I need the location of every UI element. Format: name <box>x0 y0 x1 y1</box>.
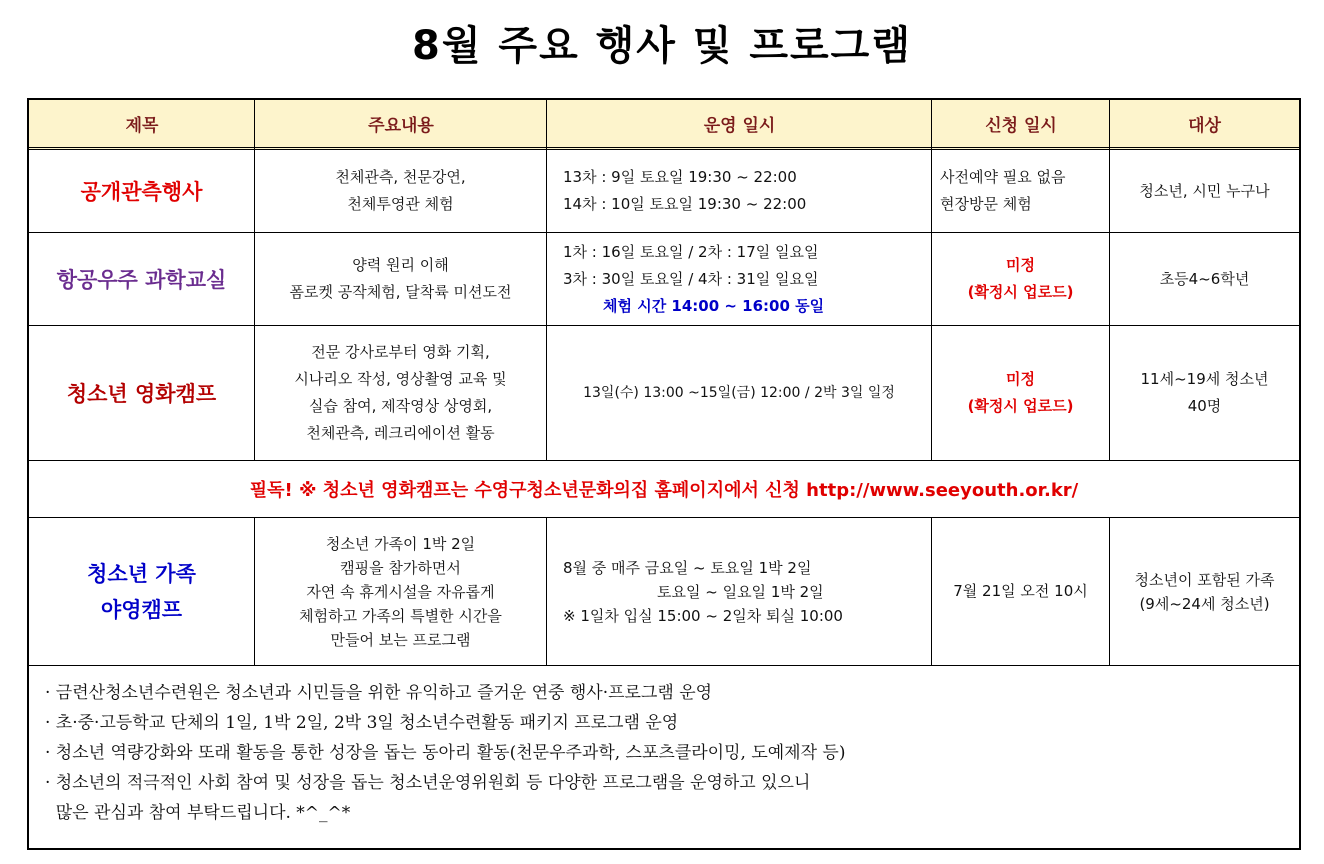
header-content: 주요내용 <box>368 116 434 136</box>
bullet-item: 많은 관심과 참여 부탁드립니다. *^_^* <box>45 803 351 823</box>
header-schedule: 운영 일시 <box>703 116 776 136</box>
row-4-target: 청소년이 포함된 가족 (9세~24세 청소년) <box>1134 570 1275 613</box>
row-2-schedule: 1차 : 16일 토요일 / 2차 : 17일 일요일 3차 : 30일 토요일 / 4차 : 31일 일요일 체험 시간 14:00 ~ 16:00 동일 <box>547 233 931 325</box>
notice-banner: 필독! ※ 청소년 영화캠프는 수영구청소년문화의집 홈페이지에서 신청 http://www.seeyouth.or.kr/ <box>249 480 1079 501</box>
row-2-target: 초등4~6학년 <box>1159 269 1250 288</box>
bullet-item: · 금련산청소년수련원은 청소년과 시민들을 위한 유익하고 즐거운 연중 행사·프로그램 운영 <box>45 683 713 703</box>
program-table <box>27 98 1301 850</box>
row-3-target: 11세~19세 청소년 40명 <box>1140 370 1269 415</box>
header-apply: 신청 일시 <box>985 116 1057 136</box>
row-4-content: 청소년 가족이 1박 2일 캠핑을 참가하면서 자연 속 휴게시설을 자유롭게 체험하고 가족의 특별한 시간을 만들어 보는 프로그램 <box>299 534 502 649</box>
row-1-schedule: 13차 : 9일 토요일 19:30 ~ 22:00 14차 : 10일 토요일 19:30 ~ 22:00 <box>563 168 807 213</box>
info-bullets <box>45 678 1285 828</box>
row-4-apply: 7월 21일 오전 10시 <box>953 582 1088 600</box>
row-1-content: 천체관측, 천문강연, 천체투영관 체험 <box>335 168 466 213</box>
bullet-item: · 청소년의 적극적인 사회 참여 및 성장을 돕는 청소년운영위원회 등 다양한 프로그램을 운영하고 있으니 <box>45 773 811 793</box>
row-4-schedule: 8월 중 매주 금요일 ~ 토요일 1박 2일 토요일 ~ 일요일 1박 2일 ※ 1일차 입실 15:00 ~ 2일차 퇴실 10:00 <box>563 558 843 625</box>
row-1-target: 청소년, 시민 누구나 <box>1139 181 1270 200</box>
page-title: 8월 주요 행사 및 프로그램 <box>412 23 912 69</box>
row-4-name: 청소년 가족 야영캠프 <box>87 561 196 622</box>
row-2-name: 항공우주 과학교실 <box>56 268 227 292</box>
row-3-schedule: 13일(수) 13:00 ~15일(금) 12:00 / 2박 3일 일정 <box>583 384 895 401</box>
header-target: 대상 <box>1188 116 1221 136</box>
schedule-note: 체험 시간 14:00 ~ 16:00 동일 <box>603 296 825 315</box>
row-3-name: 청소년 영화캠프 <box>66 382 217 406</box>
row-3-apply: 미정 (확정시 업로드) <box>967 370 1074 415</box>
row-1-apply: 사전예약 필요 없음 현장방문 체험 <box>940 168 1066 213</box>
bullet-item: · 초·중·고등학교 단체의 1일, 1박 2일, 2박 3일 청소년수련활동 패키지 프로그램 운영 <box>45 713 679 733</box>
row-2-apply: 미정 (확정시 업로드) <box>967 256 1074 301</box>
bullet-item: · 청소년 역량강화와 또래 활동을 통한 성장을 돕는 동아리 활동(천문우주과학, 스포츠클라이밍, 도예제작 등) <box>45 743 846 763</box>
row-divider <box>29 665 1299 666</box>
row-2-content: 양력 원리 이해 폼로켓 공작체험, 달착륙 미션도전 <box>289 256 512 301</box>
row-1-name: 공개관측행사 <box>80 180 203 204</box>
header-title: 제목 <box>125 116 159 136</box>
row-3-content: 전문 강사로부터 영화 기획, 시나리오 작성, 영상촬영 교육 및 실습 참여, 제작영상 상영회, 천체관측, 레크리에이션 활동 <box>294 343 507 442</box>
